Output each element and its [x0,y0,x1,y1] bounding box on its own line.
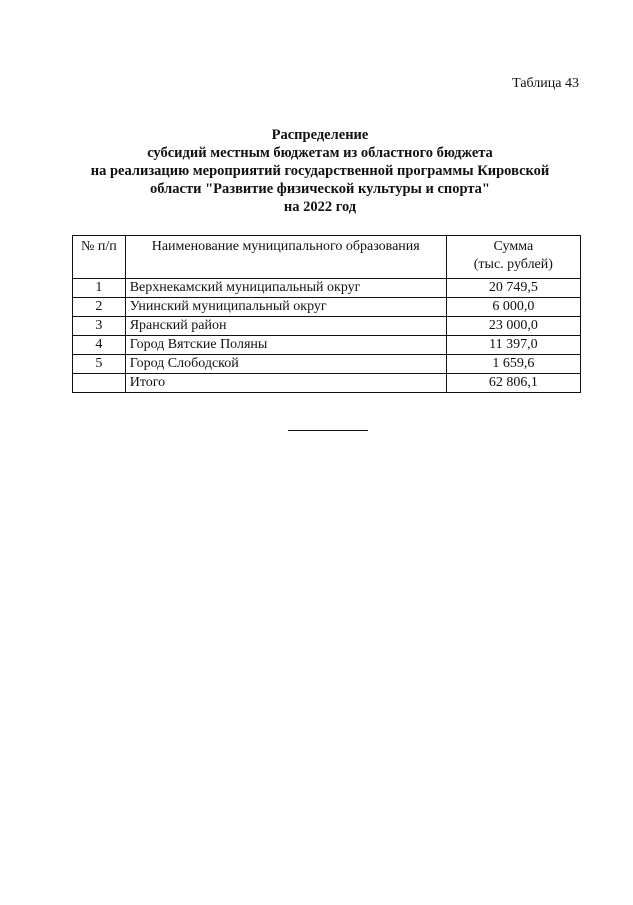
title-line-3: на реализацию мероприятий государственной программы Кировской [90,163,550,179]
table-total-row [73,374,581,393]
row-num: 1 [73,279,126,298]
header-name: Наименование муниципального образования [125,236,446,279]
end-of-table-rule [288,430,368,431]
table-header-row [73,236,581,279]
row-num: 4 [73,336,126,355]
document-title [60,126,580,216]
total-label: Итого [125,374,446,393]
table-number-label: Таблица 43 [512,76,579,91]
row-sum: 11 397,0 [446,336,580,355]
row-name: Город Вятские Поляны [125,336,446,355]
row-sum: 6 000,0 [446,298,580,317]
title-line-1: Распределение [271,127,369,143]
subsidies-table [72,235,581,393]
row-name: Унинский муниципальный округ [125,298,446,317]
title-line-2: субсидий местным бюджетам из областного бюджета [147,145,493,161]
row-name: Яранский район [125,317,446,336]
row-sum: 20 749,5 [446,279,580,298]
header-sum-unit: (тыс. рублей) [473,257,553,272]
row-num: 5 [73,355,126,374]
header-num: № п/п [73,236,126,279]
total-sum: 62 806,1 [446,374,580,393]
table-row [73,355,581,374]
row-name: Город Слободской [125,355,446,374]
table-row [73,279,581,298]
table-row [73,317,581,336]
row-name: Верхнекамский муниципальный округ [125,279,446,298]
row-num: 3 [73,317,126,336]
table-row [73,336,581,355]
row-sum: 1 659,6 [446,355,580,374]
title-line-4: области "Развитие физической культуры и спорта" [150,181,490,197]
header-sum [446,236,580,279]
total-num [73,374,126,393]
title-line-5: на 2022 год [283,199,357,215]
table-row [73,298,581,317]
header-sum-title: Сумма [493,239,534,254]
row-num: 2 [73,298,126,317]
row-sum: 23 000,0 [446,317,580,336]
